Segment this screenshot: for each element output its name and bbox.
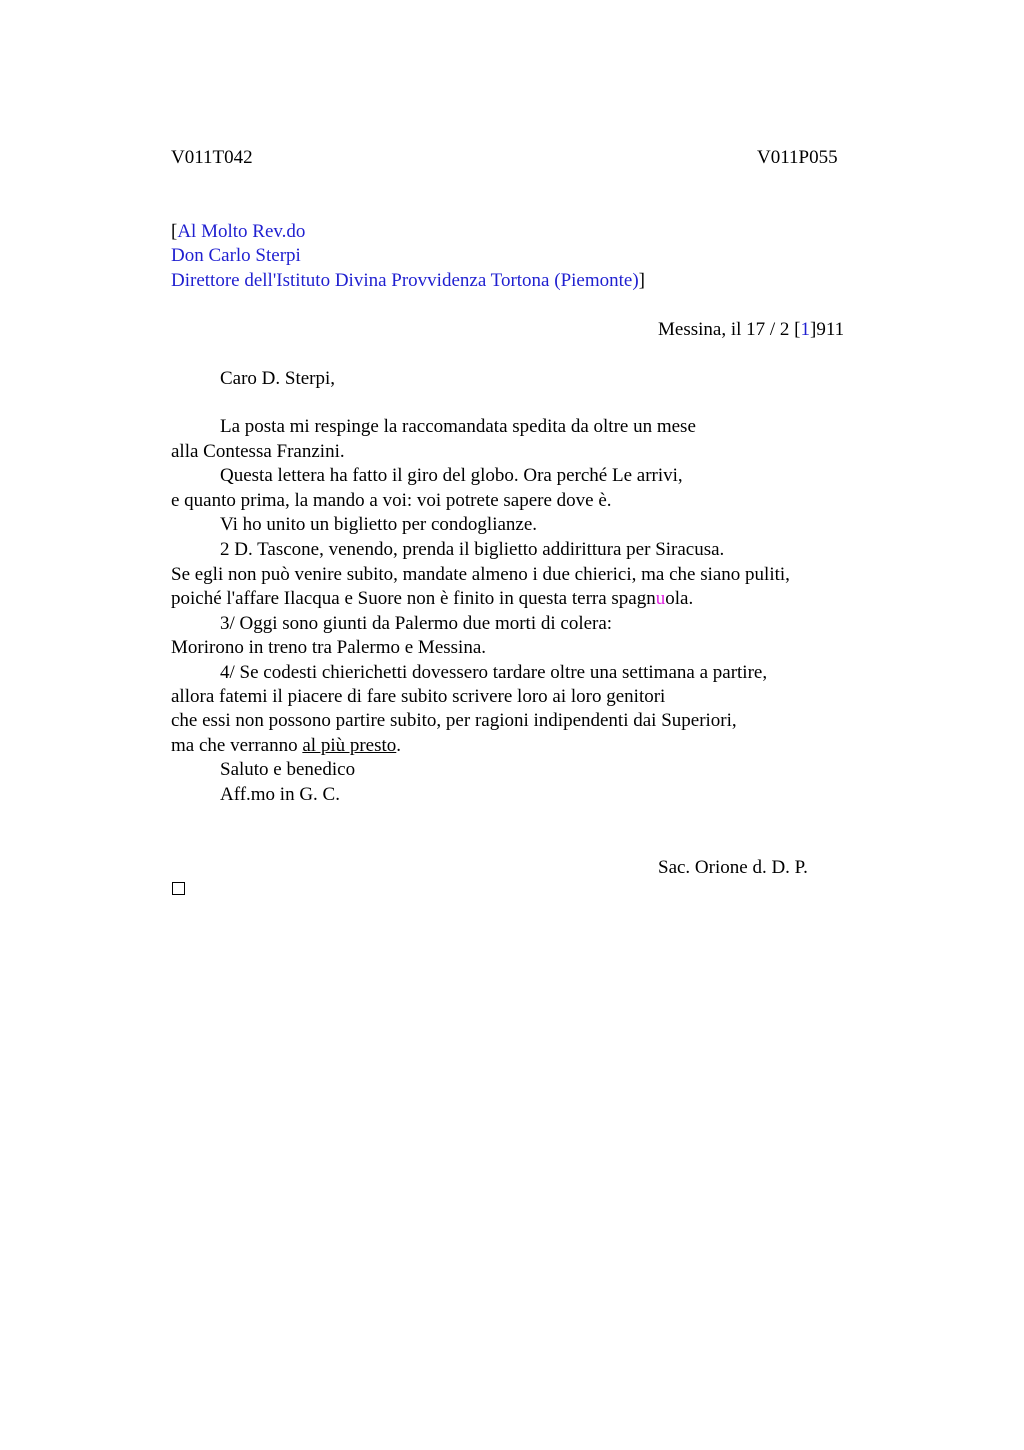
body-line-14 [171, 734, 401, 758]
address-recipient-title: Al Molto Rev.do [177, 221, 306, 242]
date-prefix: Messina, il 17 / 2 [ [658, 319, 801, 340]
underlined-phrase: al più presto [302, 735, 397, 756]
body-line-8-end: ola. [665, 588, 694, 609]
body-line-10: Morirono in treno tra Palermo e Messina. [171, 637, 487, 658]
signature: Sac. Orione d. D. P. [658, 857, 808, 878]
body-line-13: che essi non possono partire subito, per ragioni indipendenti dai Superiori, [171, 710, 737, 731]
body-line-1: La posta mi respinge la raccomandata spedita da oltre un mese [220, 416, 696, 437]
body-line-16: Aff.mo in G. C. [220, 784, 340, 805]
body-line-11: 4/ Se codesti chierichetti dovessero tardare oltre una settimana a partire, [220, 662, 768, 683]
body-line-3: Questa lettera ha fatto il giro del globo. Ora perché Le arrivi, [220, 465, 683, 486]
body-line-14-text: ma che verranno [171, 735, 303, 756]
body-line-8-correction: u [655, 588, 666, 609]
end-marker-box-icon [172, 882, 185, 895]
header-left-code: V011T042 [171, 147, 253, 168]
body-line-8 [171, 587, 693, 611]
body-line-7: Se egli non può venire subito, mandate almeno i due chierici, ma che siano puliti, [171, 564, 790, 585]
address-close-bracket: ] [638, 270, 645, 291]
address-line-3 [171, 269, 645, 293]
address-institution: Direttore dell'Istituto Divina Provvidenza Tortona (Piemonte) [171, 270, 639, 291]
body-line-12: allora fatemi il piacere di fare subito scrivere loro ai loro genitori [171, 686, 666, 707]
letter-date [658, 318, 844, 342]
address-line-1 [171, 220, 305, 244]
address-line-2: Don Carlo Sterpi [171, 245, 301, 266]
body-line-2: alla Contessa Franzini. [171, 441, 345, 462]
body-line-14-end: . [396, 735, 402, 756]
body-line-9: 3/ Oggi sono giunti da Palermo due morti di colera: [220, 613, 613, 634]
body-line-8-text: poiché l'affare Ilacqua e Suore non è finito in questa terra spagn [171, 588, 656, 609]
body-line-6: 2 D. Tascone, venendo, prenda il biglietto addirittura per Siracusa. [220, 539, 725, 560]
salutation: Caro D. Sterpi, [220, 368, 336, 389]
body-line-4: e quanto prima, la mando a voi: voi potrete sapere dove è. [171, 490, 612, 511]
date-inserted-digit: 1 [800, 319, 810, 340]
date-suffix: ]911 [810, 319, 845, 340]
body-line-5: Vi ho unito un biglietto per condoglianze. [220, 514, 538, 535]
body-line-15: Saluto e benedico [220, 759, 356, 780]
address-open-bracket: [ [171, 221, 178, 242]
header-right-code: V011P055 [757, 147, 838, 168]
